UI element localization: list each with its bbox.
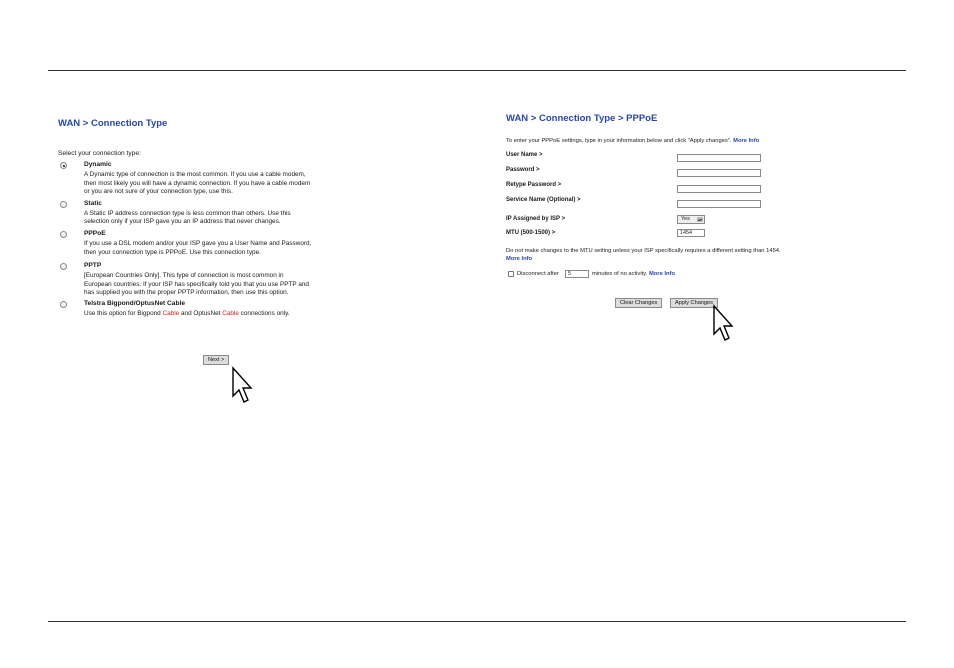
desc-text: Use this option for Bigpond	[84, 309, 163, 317]
option-telstra[interactable]	[58, 300, 358, 319]
disconnect-pre-label: Disconnect after	[517, 271, 559, 277]
intro-sentence: To enter your PPPoE settings, type in your information below and click "Apply changes".	[506, 138, 732, 144]
desc-text: and OptusNet	[179, 309, 223, 317]
desc-line: or you are not sure of your connection type, use this.	[84, 188, 233, 196]
next-button[interactable]: Next >	[203, 355, 229, 365]
top-rule	[48, 70, 906, 71]
desc-line: selection only if your ISP gave you an IP address that never changes.	[84, 218, 281, 226]
user-name-label: User Name >	[506, 152, 543, 158]
desc-line: [European Countries Only]. This type of connection is most common in	[84, 272, 284, 280]
bottom-rule	[48, 621, 906, 622]
password-label: Password >	[506, 167, 540, 173]
intro-text	[506, 138, 806, 144]
desc-line: European countries. If your ISP has specifically told you that you use PPTP and	[84, 280, 309, 288]
desc-line: then most likely you will have a dynamic connection. If you have a cable modem	[84, 179, 311, 187]
mtu-note	[506, 247, 806, 263]
option-name: Dynamic	[84, 161, 112, 168]
retype-password-input[interactable]	[677, 185, 761, 193]
radio-pppoe[interactable]	[60, 231, 67, 238]
ip-assigned-select[interactable]	[677, 215, 705, 224]
option-static[interactable]	[58, 200, 358, 227]
pppoe-panel	[506, 113, 806, 144]
mouse-pointer-icon	[712, 304, 738, 344]
desc-line: has supplied you with the proper PPTP information, then use this option.	[84, 289, 289, 297]
option-name: Static	[84, 199, 102, 207]
mtu-label: MTU (500-1500) >	[506, 230, 556, 236]
clear-changes-button[interactable]: Clear Changes	[615, 298, 662, 308]
option-desc	[84, 240, 358, 257]
mtu-input[interactable]: 1454	[677, 229, 705, 237]
page-title: WAN > Connection Type	[58, 118, 168, 129]
user-name-input[interactable]	[677, 154, 761, 162]
disconnect-post-text: minutes of no activity.	[592, 271, 648, 277]
ip-assigned-value: Yes	[681, 216, 690, 222]
select-arrows-icon: ▴▾	[697, 217, 702, 222]
option-name: PPPoE	[84, 229, 106, 237]
option-pptp[interactable]	[58, 262, 358, 298]
radio-static[interactable]	[60, 201, 67, 208]
desc-line: If you use a DSL modem and/or your ISP gave you a User Name and Password,	[84, 239, 312, 247]
page-title: WAN > Connection Type > PPPoE	[506, 113, 658, 124]
disconnect-more-info-link[interactable]: More Info	[648, 271, 676, 277]
option-desc	[84, 210, 358, 227]
desc-line: A Dynamic type of connection is the most common. If you use a cable modem,	[84, 171, 306, 178]
radio-telstra[interactable]	[60, 301, 67, 308]
pppoe-form	[506, 152, 806, 352]
select-prompt: Select your connection type:	[58, 150, 141, 157]
mtu-more-info-link[interactable]: More Info	[506, 256, 533, 262]
more-info-link[interactable]: More Info	[733, 138, 760, 144]
connection-type-panel	[58, 118, 358, 319]
mouse-pointer-icon	[231, 366, 257, 406]
desc-highlight: Cable	[222, 309, 239, 317]
disconnect-checkbox[interactable]	[508, 271, 514, 277]
option-dynamic[interactable]	[58, 161, 358, 197]
disconnect-post-label	[592, 271, 675, 277]
retype-password-label: Retype Password >	[506, 182, 562, 188]
option-desc	[84, 310, 358, 319]
option-desc	[84, 171, 358, 197]
option-name: Telstra Bigpond/OptusNet Cable	[84, 299, 185, 307]
desc-text: connections only.	[238, 309, 290, 317]
option-desc	[84, 272, 358, 298]
ip-assigned-label: IP Assigned by ISP >	[506, 216, 566, 222]
password-input[interactable]	[677, 169, 761, 177]
apply-changes-button[interactable]: Apply Changes	[670, 298, 718, 308]
option-pppoe[interactable]	[58, 230, 358, 257]
radio-pptp[interactable]	[60, 263, 67, 270]
service-name-label: Service Name (Optional) >	[506, 197, 581, 203]
radio-dynamic[interactable]	[60, 162, 67, 169]
desc-line: A Static IP address connection type is less common than others. Use this	[84, 209, 291, 217]
disconnect-minutes-input[interactable]: 5	[565, 270, 589, 278]
desc-line: then your connection type is PPPoE. Use this connection type.	[84, 248, 261, 256]
desc-highlight: Cable	[162, 309, 180, 317]
mtu-note-text: Do not make changes to the MTU setting unless your ISP specifically requires a different setting than 1454.	[506, 248, 781, 254]
option-name: PPTP	[84, 262, 102, 270]
service-name-input[interactable]	[677, 200, 761, 208]
